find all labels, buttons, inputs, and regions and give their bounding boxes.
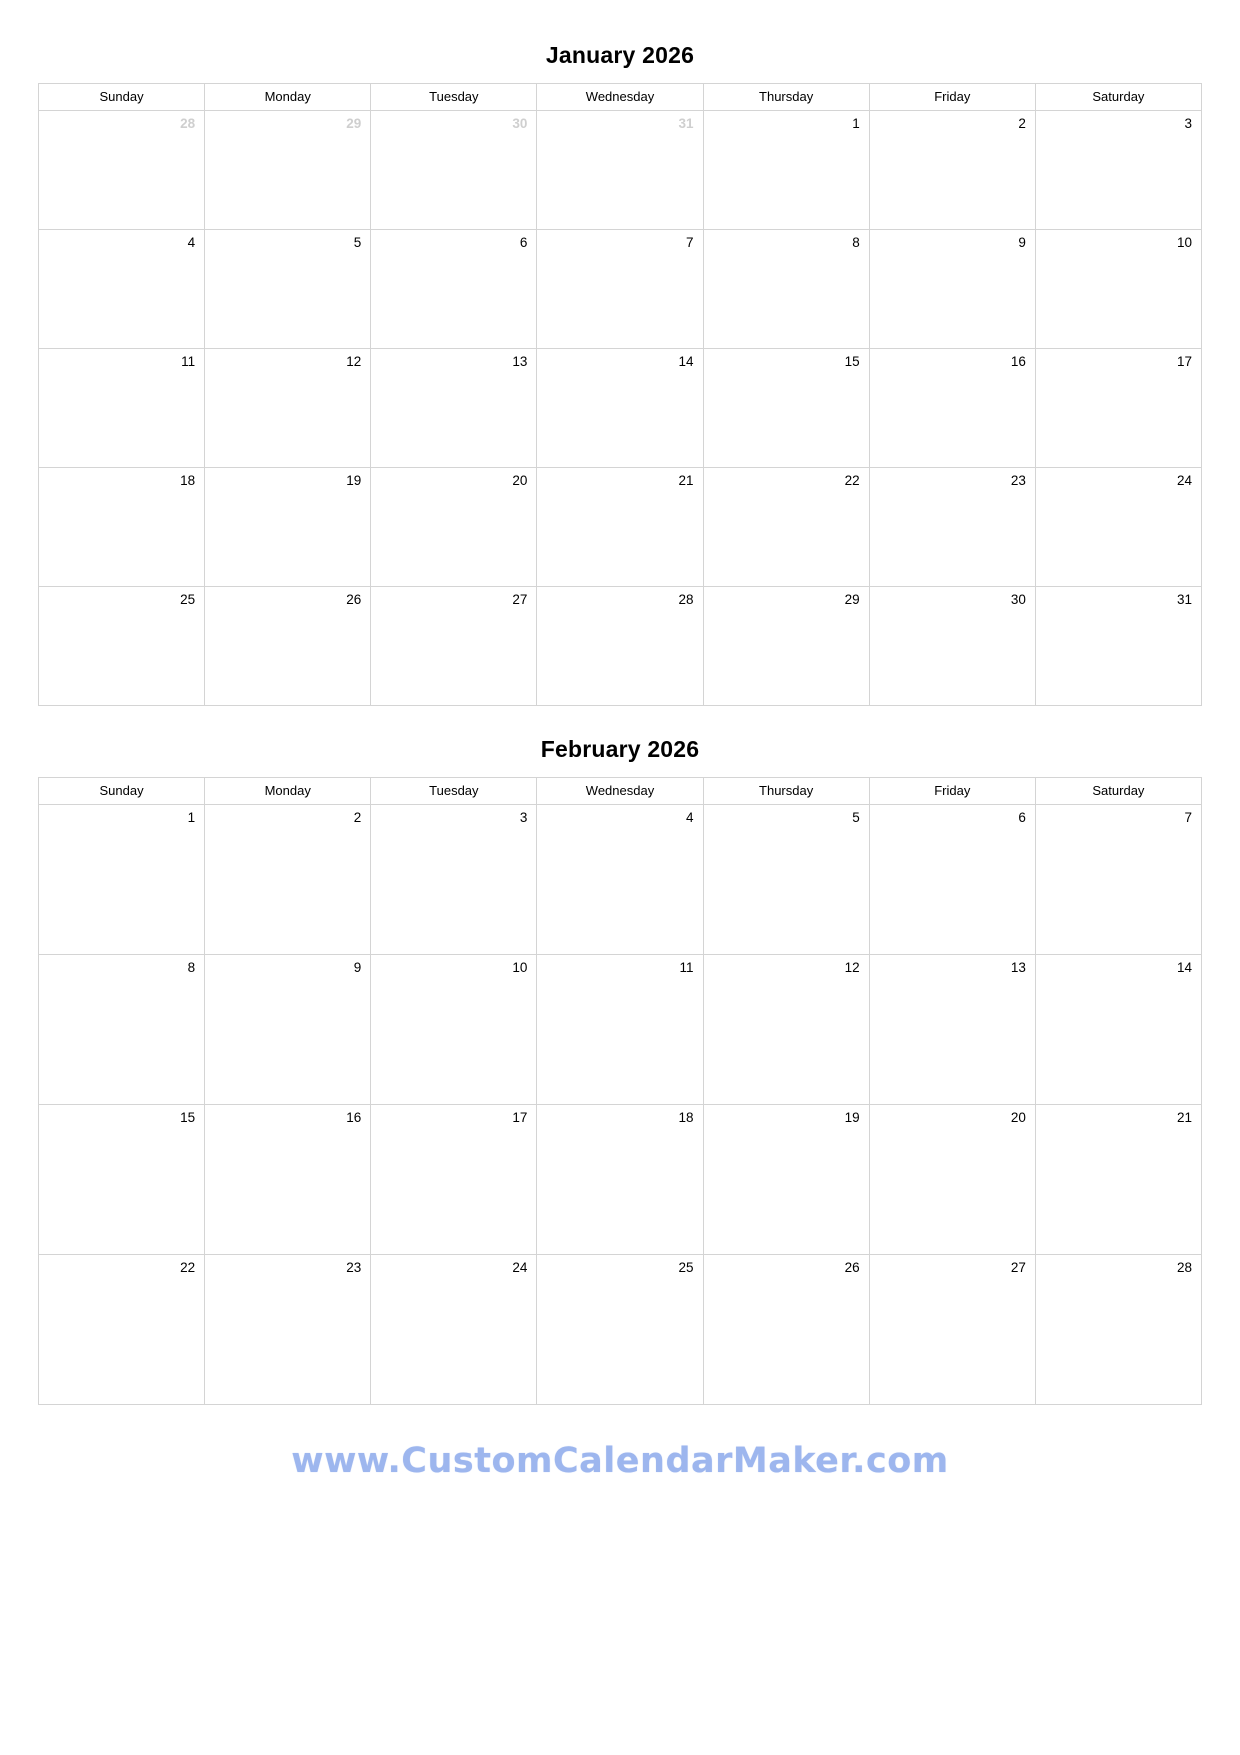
weekday-header-friday: Friday <box>869 84 1035 111</box>
day-number: 19 <box>346 473 362 488</box>
day-cell <box>869 230 1035 349</box>
week-row <box>39 1255 1202 1405</box>
day-cell <box>537 1105 703 1255</box>
day-number: 10 <box>512 960 528 975</box>
day-cell <box>537 468 703 587</box>
day-cell <box>371 349 537 468</box>
day-number: 23 <box>1010 473 1026 488</box>
day-number: 2 <box>353 810 362 825</box>
day-cell <box>703 111 869 230</box>
day-cell <box>703 587 869 706</box>
day-number: 28 <box>1176 1260 1192 1275</box>
day-number: 31 <box>1176 592 1192 607</box>
day-cell <box>371 805 537 955</box>
day-number: 14 <box>678 354 694 369</box>
day-number: 10 <box>1176 235 1192 250</box>
day-cell <box>371 955 537 1105</box>
day-number: 29 <box>346 116 362 131</box>
week-row <box>39 349 1202 468</box>
day-number: 4 <box>187 235 196 250</box>
day-cell <box>1035 587 1201 706</box>
day-number: 22 <box>180 1260 196 1275</box>
day-cell <box>869 805 1035 955</box>
day-number: 9 <box>353 960 362 975</box>
day-number: 13 <box>512 354 528 369</box>
day-cell <box>537 805 703 955</box>
day-cell <box>537 349 703 468</box>
day-cell <box>39 805 205 955</box>
week-row <box>39 111 1202 230</box>
day-cell <box>205 468 371 587</box>
day-cell <box>1035 805 1201 955</box>
day-number: 27 <box>1010 1260 1026 1275</box>
week-row <box>39 587 1202 706</box>
day-number: 11 <box>181 354 196 369</box>
day-number: 3 <box>1184 116 1192 131</box>
day-cell <box>537 111 703 230</box>
day-cell <box>39 230 205 349</box>
day-cell <box>1035 111 1201 230</box>
day-cell <box>869 1105 1035 1255</box>
calendar-table-january <box>38 83 1202 706</box>
day-number: 17 <box>1176 354 1192 369</box>
weekday-header-wednesday: Wednesday <box>537 84 703 111</box>
day-number: 31 <box>678 116 694 131</box>
weekday-header-wednesday: Wednesday <box>537 778 703 805</box>
day-cell <box>703 230 869 349</box>
day-cell <box>869 468 1035 587</box>
day-cell <box>1035 1105 1201 1255</box>
day-cell <box>371 1105 537 1255</box>
day-number: 30 <box>512 116 528 131</box>
day-number: 5 <box>353 235 362 250</box>
day-number: 6 <box>1018 810 1026 825</box>
day-number: 11 <box>679 960 694 975</box>
day-number: 8 <box>852 235 860 250</box>
day-number: 25 <box>180 592 196 607</box>
day-cell <box>869 111 1035 230</box>
day-cell <box>703 349 869 468</box>
weekday-header-saturday: Saturday <box>1035 778 1201 805</box>
weekday-header-row <box>39 84 1202 111</box>
day-number: 23 <box>346 1260 362 1275</box>
weekday-header-friday: Friday <box>869 778 1035 805</box>
weekday-header-row <box>39 778 1202 805</box>
day-number: 26 <box>346 592 362 607</box>
day-number: 3 <box>519 810 528 825</box>
day-cell <box>205 587 371 706</box>
day-number: 9 <box>1018 235 1026 250</box>
day-cell <box>205 805 371 955</box>
day-number: 8 <box>187 960 196 975</box>
weekday-header-saturday: Saturday <box>1035 84 1201 111</box>
day-cell <box>205 1255 371 1405</box>
day-cell <box>537 587 703 706</box>
day-number: 4 <box>686 810 694 825</box>
day-number: 24 <box>512 1260 528 1275</box>
weekday-header-monday: Monday <box>205 84 371 111</box>
day-number: 16 <box>346 1110 362 1125</box>
day-cell <box>869 955 1035 1105</box>
day-number: 12 <box>844 960 860 975</box>
day-number: 21 <box>1176 1110 1192 1125</box>
day-cell <box>869 349 1035 468</box>
day-cell <box>703 1105 869 1255</box>
weekday-header-sunday: Sunday <box>39 778 205 805</box>
weekday-header-thursday: Thursday <box>703 84 869 111</box>
day-cell <box>205 111 371 230</box>
day-cell <box>1035 955 1201 1105</box>
day-cell <box>39 1255 205 1405</box>
day-number: 30 <box>1010 592 1026 607</box>
day-number: 27 <box>512 592 528 607</box>
day-cell <box>1035 349 1201 468</box>
month-block-february <box>38 736 1202 1405</box>
weekday-header-tuesday: Tuesday <box>371 84 537 111</box>
website-watermark: www.CustomCalendarMaker.com <box>291 1441 949 1481</box>
day-number: 28 <box>180 116 196 131</box>
day-number: 1 <box>187 810 196 825</box>
day-number: 12 <box>346 354 362 369</box>
calendar-table-february <box>38 777 1202 1405</box>
weekday-header-thursday: Thursday <box>703 778 869 805</box>
day-number: 7 <box>686 235 694 250</box>
day-number: 2 <box>1018 116 1026 131</box>
day-number: 14 <box>1176 960 1192 975</box>
day-cell <box>205 349 371 468</box>
day-number: 28 <box>678 592 694 607</box>
day-cell <box>371 1255 537 1405</box>
day-cell <box>39 349 205 468</box>
day-cell <box>537 230 703 349</box>
day-cell <box>1035 230 1201 349</box>
day-number: 1 <box>852 116 860 131</box>
day-cell <box>371 230 537 349</box>
day-number: 16 <box>1010 354 1026 369</box>
day-number: 21 <box>678 473 694 488</box>
weekday-header-monday: Monday <box>205 778 371 805</box>
week-row <box>39 468 1202 587</box>
day-number: 20 <box>512 473 528 488</box>
day-cell <box>703 805 869 955</box>
day-cell <box>39 587 205 706</box>
day-number: 18 <box>180 473 196 488</box>
day-cell <box>703 1255 869 1405</box>
month-block-january <box>38 42 1202 706</box>
day-cell <box>869 587 1035 706</box>
day-number: 17 <box>512 1110 528 1125</box>
day-number: 24 <box>1176 473 1192 488</box>
weekday-header-tuesday: Tuesday <box>371 778 537 805</box>
day-cell <box>205 1105 371 1255</box>
week-row <box>39 805 1202 955</box>
day-number: 5 <box>852 810 860 825</box>
day-cell <box>371 468 537 587</box>
day-number: 15 <box>180 1110 196 1125</box>
day-cell <box>39 468 205 587</box>
day-number: 26 <box>844 1260 860 1275</box>
week-row <box>39 230 1202 349</box>
day-cell <box>537 955 703 1105</box>
day-number: 18 <box>678 1110 694 1125</box>
day-cell <box>205 955 371 1105</box>
day-cell <box>1035 468 1201 587</box>
day-cell <box>39 955 205 1105</box>
day-number: 15 <box>844 354 860 369</box>
week-row <box>39 1105 1202 1255</box>
day-number: 20 <box>1010 1110 1026 1125</box>
day-cell <box>703 955 869 1105</box>
day-number: 22 <box>844 473 860 488</box>
day-cell <box>205 230 371 349</box>
day-number: 19 <box>844 1110 860 1125</box>
day-cell <box>371 587 537 706</box>
weekday-header-sunday: Sunday <box>39 84 205 111</box>
day-cell <box>39 111 205 230</box>
day-cell <box>703 468 869 587</box>
day-number: 25 <box>678 1260 694 1275</box>
day-cell <box>869 1255 1035 1405</box>
day-number: 6 <box>519 235 528 250</box>
month-title-january: January 2026 <box>545 42 695 68</box>
day-cell <box>537 1255 703 1405</box>
day-cell <box>1035 1255 1201 1405</box>
day-cell <box>39 1105 205 1255</box>
day-number: 29 <box>844 592 860 607</box>
footer <box>38 1441 1202 1481</box>
day-number: 7 <box>1184 810 1192 825</box>
month-title-february: February 2026 <box>540 736 700 762</box>
day-number: 13 <box>1010 960 1026 975</box>
week-row <box>39 955 1202 1105</box>
day-cell <box>371 111 537 230</box>
